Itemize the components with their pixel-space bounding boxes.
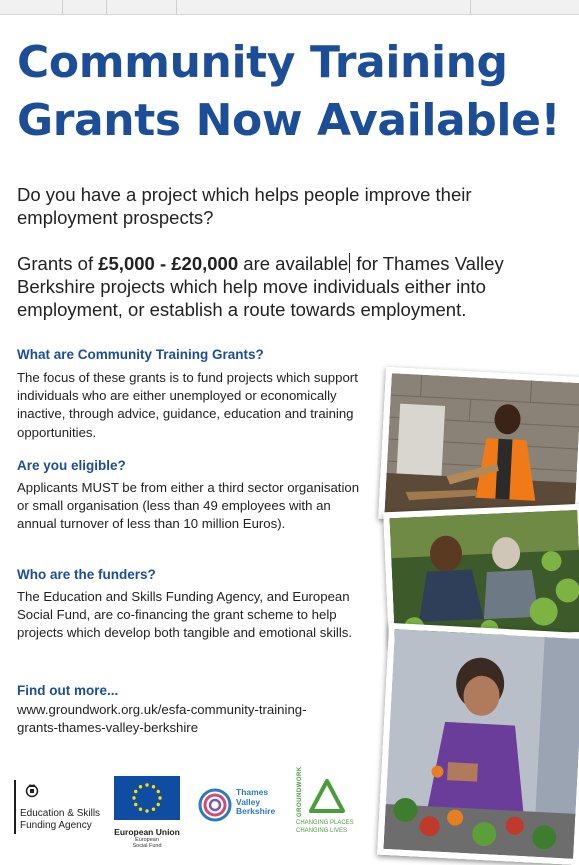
eu-star <box>157 790 160 793</box>
esfa-logo <box>14 780 109 836</box>
eu-star <box>134 803 137 806</box>
eu-star <box>139 808 142 811</box>
eu-star <box>139 785 142 788</box>
url-line-2: grants-thames-valley-berkshire <box>17 720 199 736</box>
photo-worker-image <box>384 373 579 523</box>
top-strip-segment <box>470 0 579 14</box>
grants-prefix: Grants of <box>17 253 99 274</box>
title-line-1: Community Training <box>17 37 508 88</box>
tvb-text <box>236 788 275 817</box>
eu-star <box>134 790 137 793</box>
section-heading-eligible: Are you eligible? <box>17 458 126 473</box>
find-out-url[interactable] <box>17 701 397 737</box>
groundwork-tagline <box>296 820 354 835</box>
section-heading-what: What are Community Training Grants? <box>17 347 264 362</box>
section-body-what: The focus of these grants is to fund projects which support individuals who are either unemployed or economically inactive, through advice, guidance, education and training opportunities. <box>17 370 358 440</box>
tvb-line-2: Valley <box>236 796 261 807</box>
grants-mid: are available <box>238 253 349 274</box>
esfa-text <box>20 808 100 832</box>
grants-amount: £5,000 - £20,000 <box>98 253 239 274</box>
photo-gardening-image <box>389 510 579 640</box>
section-body-eligible: Applicants MUST be from either a third sector organisation or small organisation (less than 49 employees with an annual turnover of less than 10 million Euros). <box>17 480 360 532</box>
eu-star <box>152 785 155 788</box>
eu-star <box>132 796 135 799</box>
eu-line-2: European <box>135 837 159 843</box>
intro-question: Do you have a project which helps people improve their employment prospects? <box>17 184 472 228</box>
top-strip-segment <box>62 0 107 14</box>
page-title <box>17 34 577 150</box>
eu-star <box>152 808 155 811</box>
esfa-rule <box>14 780 16 834</box>
royal-crest-icon <box>24 782 40 798</box>
tvb-line-3: Berkshire <box>236 806 276 816</box>
intro-grants <box>17 252 557 321</box>
groundwork-logo <box>294 766 354 840</box>
top-strip-segment <box>106 0 177 14</box>
url-line-1: www.groundwork.org.uk/esfa-community-training- <box>17 702 307 717</box>
title-line-2: Grants Now Available! <box>17 95 561 146</box>
eu-star <box>158 796 161 799</box>
groundwork-vertical-text: GROUNDWORK <box>297 766 303 817</box>
grants-suffix: for Thames Valley Berkshire projects which help move individuals either into employment, or establish a route towards employment. <box>17 253 504 320</box>
tvb-line-1: Thames <box>236 787 269 797</box>
eu-line-1: European Union <box>114 827 180 837</box>
eu-star <box>145 783 148 786</box>
eu-star <box>157 803 160 806</box>
eu-esf-logo <box>114 776 184 849</box>
eu-text <box>114 827 180 849</box>
section-heading-funders: Who are the funders? <box>17 567 156 582</box>
tvb-swirl-icon <box>196 786 234 824</box>
top-strip <box>0 0 579 15</box>
eu-line-3: Social Fund <box>132 843 162 849</box>
eu-flag-icon <box>114 776 180 820</box>
groundwork-line-2: CHANGING LIVES <box>296 827 348 834</box>
section-body-funders: The Education and Skills Funding Agency, and European Social Fund, are co-financing the grant scheme to help projects which develop both tangible and emotional skills. <box>17 589 353 641</box>
top-strip-segment <box>0 0 63 14</box>
groundwork-line-1: CHANGING PLACES <box>296 820 354 826</box>
eu-star <box>145 809 148 812</box>
esfa-line-2: Funding Agency <box>20 820 92 831</box>
tvb-logo <box>196 782 286 832</box>
logo-strip <box>0 766 579 849</box>
section-heading-find-out: Find out more... <box>17 683 119 698</box>
groundwork-triangle-icon <box>308 778 346 814</box>
esfa-line-1: Education & Skills <box>20 808 101 819</box>
